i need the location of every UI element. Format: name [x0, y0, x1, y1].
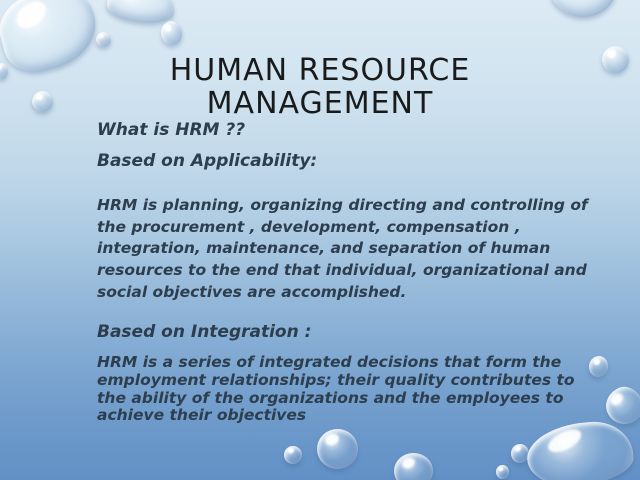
water-droplet — [394, 453, 433, 480]
water-droplet — [284, 446, 302, 464]
water-droplet — [524, 418, 635, 480]
water-droplet — [511, 444, 529, 463]
slide-title: HUMAN RESOURCE MANAGEMENT — [169, 53, 471, 121]
water-droplet — [96, 32, 111, 47]
water-droplet — [0, 63, 8, 79]
body-paragraph-1: HRM is planning, organizing directing and controlling of the procurement , development, compensation , integration, maintenance, and separation of human resources to the end that individual, organizational and social objectives are accomplished. — [97, 196, 588, 301]
water-droplet — [601, 382, 640, 429]
body-subheading-2: Based on Integration : — [97, 322, 312, 343]
body-heading: What is HRM ?? — [97, 120, 246, 140]
water-droplet — [32, 91, 53, 112]
water-droplet — [0, 0, 104, 79]
water-droplet — [317, 429, 358, 469]
water-droplet — [159, 20, 183, 47]
slide-body — [97, 120, 597, 425]
body-subheading-1: Based on Applicability: — [97, 151, 318, 171]
water-droplet — [496, 465, 509, 479]
water-droplet — [549, 0, 617, 17]
water-droplet — [602, 46, 629, 73]
body-paragraph-2: HRM is a series of integrated decisions that form the employment relationships; their quality contributes to the ability of the organizations and the employees to achieve their objectives — [97, 353, 575, 425]
